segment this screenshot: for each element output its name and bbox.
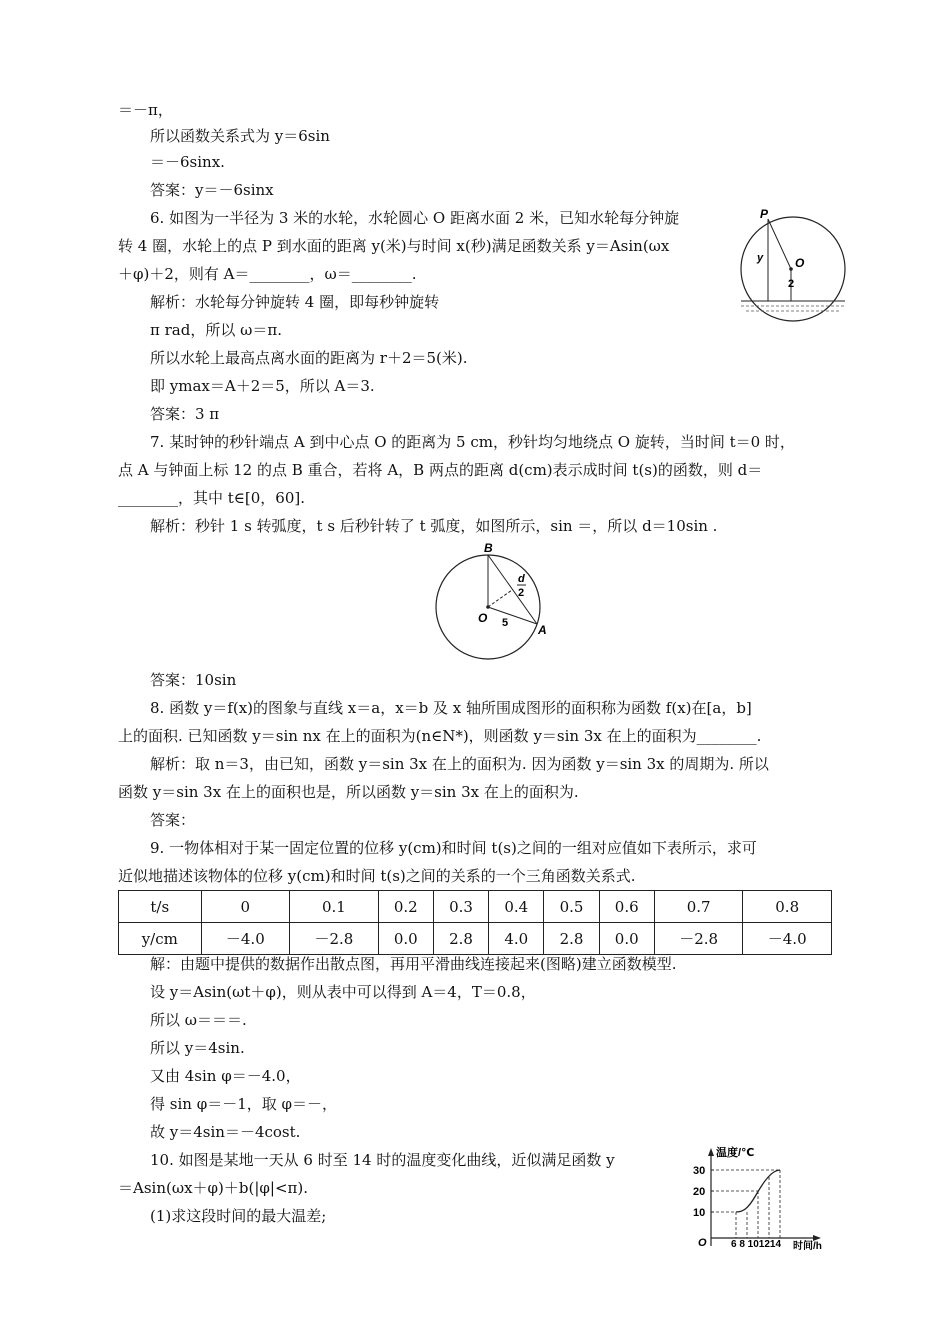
text-line: ＋φ)＋2，则有 A＝________，ω＝________. xyxy=(118,265,417,283)
table-cell: 0.8 xyxy=(743,891,832,923)
table-cell: 0.1 xyxy=(290,891,379,923)
clock-center xyxy=(486,605,490,609)
label-2: 2 xyxy=(518,587,525,599)
text-line: 所以函数关系式为 y＝6sin xyxy=(150,127,330,145)
text-line: 得 sin φ＝－1，取 φ＝－， xyxy=(150,1095,338,1113)
temperature-figure xyxy=(688,1143,840,1255)
water-wheel-figure xyxy=(738,205,848,340)
table-cell: 0.4 xyxy=(489,891,544,923)
wheel-circle xyxy=(741,217,845,321)
text-line: 故 y＝4sin＝－4cost. xyxy=(150,1123,301,1141)
label-a: A xyxy=(538,623,547,637)
table-cell: y/cm xyxy=(119,923,202,955)
table-cell: t/s xyxy=(119,891,202,923)
text-line: ＝－π， xyxy=(118,101,173,119)
x-axis-label: 时间/h xyxy=(793,1241,822,1252)
text-line: 设 y＝Asin(ωt＋φ)，则从表中可以得到 A＝4，T＝0.8， xyxy=(150,983,536,1001)
label-d: d xyxy=(518,573,525,585)
table-cell: 0.0 xyxy=(378,923,433,955)
table-cell: －2.8 xyxy=(290,923,379,955)
table-cell: 2.8 xyxy=(544,923,599,955)
label-o: O xyxy=(795,256,805,270)
label-b: B xyxy=(484,541,493,555)
text-line: 解析：秒针 1 s 转弧度，t s 后秒针转了 t 弧度，如图所示，sin ＝，所以 d＝10sin . xyxy=(150,517,718,535)
text-line: 点 A 与钟面上标 12 的点 B 重合，若将 A，B 两点的距离 d(cm)表示成时间 t(s)的函数，则 d＝ xyxy=(118,461,763,479)
text-line: 解析：水轮每分钟旋转 4 圈，即每秒钟旋转 xyxy=(150,293,440,311)
bisector-dashed xyxy=(488,590,512,607)
question-8: 8. 函数 y＝f(x)的图象与直线 x＝a，x＝b 及 x 轴所围成图形的面积称为函数 f(x)在[a，b] xyxy=(150,699,752,717)
origin-label: O xyxy=(698,1237,707,1249)
line-ba xyxy=(488,555,537,624)
text-line: 即 ymax＝A＋2＝5，所以 A＝3. xyxy=(150,377,375,395)
table-cell: 0.3 xyxy=(433,891,488,923)
table-cell: 0.2 xyxy=(378,891,433,923)
center-point xyxy=(789,267,793,271)
answer-line: 答案：3 π xyxy=(150,405,220,423)
table-cell: －4.0 xyxy=(201,923,290,955)
line-oa xyxy=(488,607,537,624)
label-o: O xyxy=(478,611,488,625)
text-line: 解析：取 n＝3，由已知，函数 y＝sin 3x 在上的面积为. 因为函数 y＝sin 3x 的周期为. 所以 xyxy=(150,755,769,773)
y-axis-arrow xyxy=(708,1148,714,1156)
table-row xyxy=(119,923,832,955)
table-cell: 0.5 xyxy=(544,891,599,923)
question-6: 6. 如图为一半径为 3 米的水轮，水轮圆心 O 距离水面 2 米，已知水轮每分钟旋 xyxy=(150,209,680,227)
table-cell: 0.6 xyxy=(599,891,654,923)
text-line: 所以水轮上最高点离水面的距离为 r＋2＝5(米). xyxy=(150,349,468,367)
table-cell: 4.0 xyxy=(489,923,544,955)
text-line: π rad，所以 ω＝π. xyxy=(150,321,282,339)
table-cell: －2.8 xyxy=(654,923,743,955)
y-tick-label: 30 xyxy=(693,1165,706,1177)
table-row xyxy=(119,891,832,923)
clock-figure xyxy=(432,540,556,664)
question-10: 10. 如图是某地一天从 6 时至 14 时的温度变化曲线，近似满足函数 y xyxy=(150,1151,615,1169)
text-line: 所以 y＝4sin. xyxy=(150,1039,245,1057)
table-cell: 2.8 xyxy=(433,923,488,955)
table-cell: 0 xyxy=(201,891,290,923)
text-line: 所以 ω＝＝＝. xyxy=(150,1011,247,1029)
text-line: 上的面积. 已知函数 y＝sin nx 在上的面积为(n∈N*)，则函数 y＝sin 3x 在上的面积为________. xyxy=(118,727,762,745)
table-cell: 0.0 xyxy=(599,923,654,955)
text-line: (1)求这段时间的最大温差; xyxy=(150,1207,327,1225)
answer-line: 答案： xyxy=(150,811,196,829)
label-y: y xyxy=(757,252,764,264)
text-line: 函数 y＝sin 3x 在上的面积也是，所以函数 y＝sin 3x 在上的面积为. xyxy=(118,783,579,801)
radius-line xyxy=(768,219,791,269)
answer-line: 答案：10sin xyxy=(150,671,237,689)
question-9: 9. 一物体相对于某一固定位置的位移 y(cm)和时间 t(s)之间的一组对应值如下表所示，求可 xyxy=(150,839,757,857)
question-7: 7. 某时钟的秒针端点 A 到中心点 O 的距离为 5 cm，秒针均匀地绕点 O 旋转，当时间 t＝0 时， xyxy=(150,433,795,451)
label-5: 5 xyxy=(502,617,509,629)
y-axis-label: 温度/℃ xyxy=(716,1147,755,1159)
y-tick-label: 10 xyxy=(693,1207,706,1219)
table-cell: 0.7 xyxy=(654,891,743,923)
label-2: 2 xyxy=(788,278,795,290)
table-cell: －4.0 xyxy=(743,923,832,955)
text-line: ＝－6sinx. xyxy=(150,153,225,171)
answer-line: 答案：y＝－6sinx xyxy=(150,181,274,199)
text-line: 转 4 圈，水轮上的点 P 到水面的距离 y(米)与时间 x(秒)满足函数关系 y＝Asin(ωx xyxy=(118,237,670,255)
label-p: P xyxy=(760,207,769,221)
text-line: ________，其中 t∈[0，60]. xyxy=(118,489,306,507)
data-table xyxy=(118,890,832,955)
x-tick-labels: 6 8 101214 xyxy=(731,1239,782,1250)
text-line: 近似地描述该物体的位移 y(cm)和时间 t(s)之间的关系的一个三角函数关系式. xyxy=(118,867,636,885)
y-tick-label: 20 xyxy=(693,1186,706,1198)
text-line: 又由 4sin φ＝－4.0， xyxy=(150,1067,301,1085)
text-line: 解：由题中提供的数据作出散点图，再用平滑曲线连接起来(图略)建立函数模型. xyxy=(150,955,677,973)
text-line: ＝Asin(ωx＋φ)＋b(|φ|<π). xyxy=(118,1179,308,1197)
